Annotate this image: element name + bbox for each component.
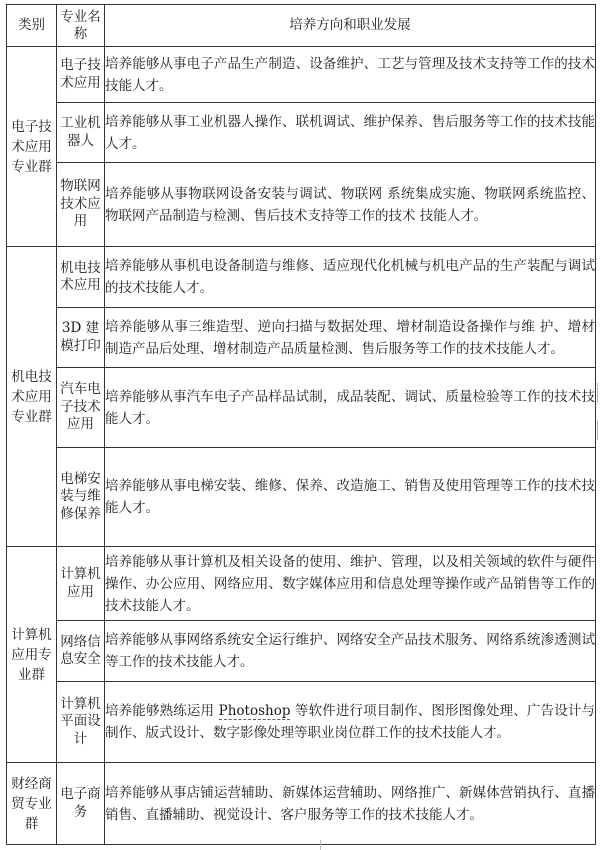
header-category: 类别 [7,5,57,47]
table-row [7,547,596,621]
table-row [7,103,596,163]
margin-mark [320,840,321,850]
major-cell: 汽车电子技术应用 [57,368,105,448]
major-cell: 3D 建模打印 [57,308,105,368]
table-row [7,47,596,103]
major-cell: 电梯安装与维修保养 [57,448,105,547]
description-cell: 培养能够从事网络系统安全运行维护、网络安全产品技术服务、网络系统渗透测试等工作的技术技能人才。 [105,621,596,682]
desc-text-pre: 培养能够熟练运用 [105,703,219,719]
major-cell: 网络信息安全 [57,621,105,682]
header-major: 专业名称 [57,5,105,47]
description-cell: 培养能够从事电子产品生产制造、设备维护、工艺与管理及技术支持等工作的技术技能人才。 [105,47,596,103]
description-cell: 培养能够从事店铺运营辅助、新媒体运营辅助、网络推广、新媒体营销执行、直播销售、直播辅助、视觉设计、客户服务等工作的技术技能人才。 [105,763,596,845]
major-cell: 工业机器人 [57,103,105,163]
category-cell: 计算机应用专业群 [7,547,57,763]
header-direction: 培养方向和职业发展 [105,5,596,47]
table-row [7,163,596,247]
major-table [6,4,596,845]
table-row [7,308,596,368]
description-cell [105,682,596,763]
description-cell: 培养能够从事计算机及相关设备的使用、维护、管理，以及相关领域的软件与硬件操作、办公应用、网络应用、数字媒体应用和信息处理等操作或产品销售等工作的技术技能人才。 [105,547,596,621]
major-cell: 电子技术应用 [57,47,105,103]
category-cell: 财经商贸专业群 [7,763,57,845]
description-cell: 培养能够从事三维造型、逆向扫描与数据处理、增材制造设备操作与维 护、增材制造产品后处理、增材制造产品质量检测、售后服务等工作的技术技能人才。 [105,308,596,368]
major-cell: 计算机应用 [57,547,105,621]
description-cell: 培养能够从事汽车电子产品样品试制，成品装配、调试、质量检验等工作的技术技能人才。 [105,368,596,448]
table-row [7,247,596,308]
description-cell: 培养能够从事工业机器人操作、联机调试、维护保养、售后服务等工作的技术技能人才。 [105,103,596,163]
category-cell: 机电技术应用专业群 [7,247,57,547]
category-cell: 电子技术应用专业群 [7,47,57,247]
major-cell: 物联网技术应用 [57,163,105,247]
major-cell: 计算机平面设计 [57,682,105,763]
desc-text-post: 等软件进行项目制作、图形图像处理、广告设计与制作、版式设计、数字影像处理等职业岗位群工作的技术技能人才。 [105,703,596,741]
major-cell: 机电技术应用 [57,247,105,308]
description-cell: 培养能够从事物联网设备安装与调试、物联网 系统集成实施、物联网系统监控、物联网产品制造与检测、售后技术支持等工作的技术 技能人才。 [105,163,596,247]
table-row [7,621,596,682]
table-row [7,682,596,763]
table-row [7,368,596,448]
margin-mark [597,383,598,403]
table-header-row [7,5,596,47]
margin-mark [597,420,598,440]
description-cell: 培养能够从事机电设备制造与维修、适应现代化机械与机电产品的生产装配与调试的技术技能人才。 [105,247,596,308]
table-row [7,448,596,547]
table-row [7,763,596,845]
major-cell: 电子商务 [57,763,105,845]
description-cell: 培养能够从事电梯安装、维修、保养、改造施工、销售及使用管理等工作的技术技能人才。 [105,448,596,547]
photoshop-text: Photoshop [218,703,291,719]
